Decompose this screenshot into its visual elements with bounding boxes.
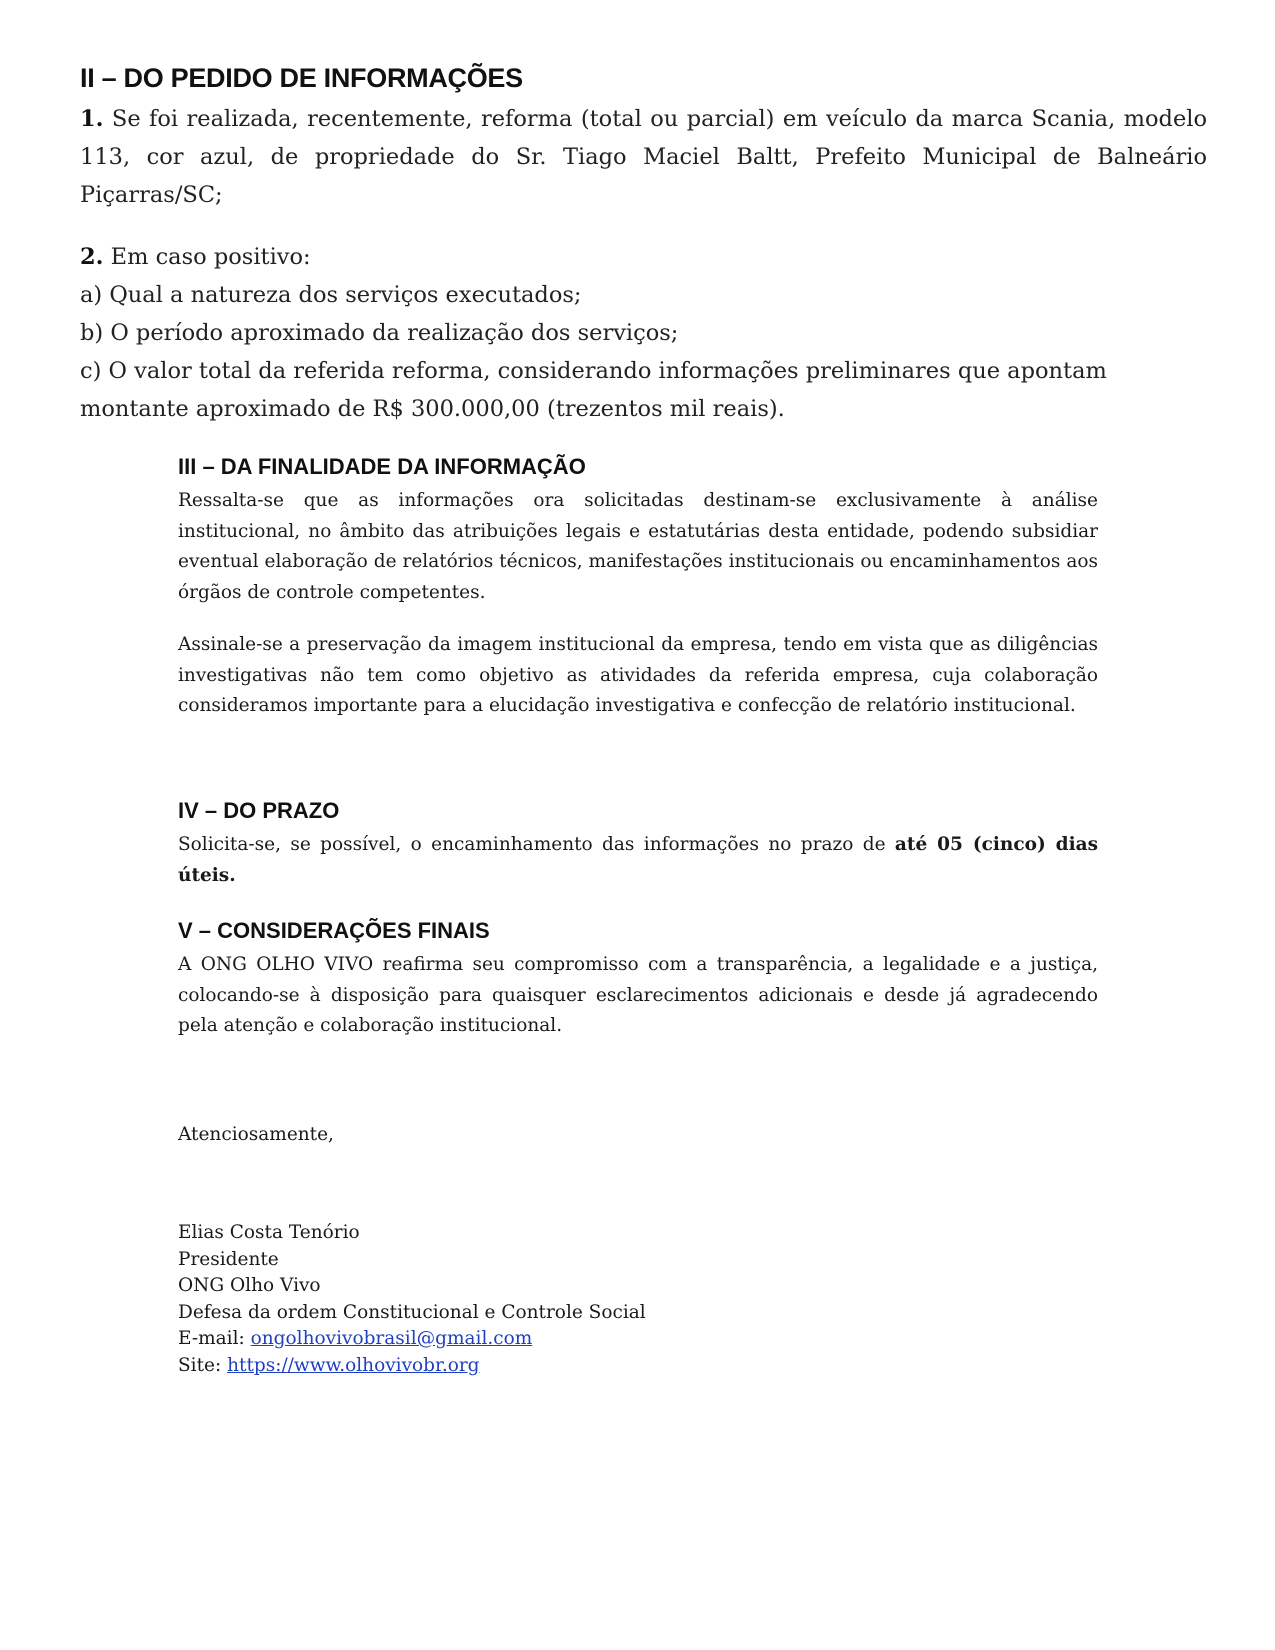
signer-name: Elias Costa Tenório bbox=[178, 1222, 360, 1243]
email-label: E-mail: bbox=[178, 1328, 251, 1349]
sub-item-c: c) O valor total da referida reforma, considerando informações preliminares que apontam montante aproximado de R$ 300.000,00 (trezentos mil reais). bbox=[80, 358, 1107, 422]
email-line bbox=[178, 1326, 1078, 1353]
section-iv-heading: IV – DO PRAZO bbox=[178, 798, 340, 823]
closing-text: Atenciosamente, bbox=[178, 1124, 334, 1145]
signer-role: Presidente bbox=[178, 1248, 279, 1270]
section-ii bbox=[80, 60, 1207, 428]
closing bbox=[178, 1122, 1078, 1149]
request-item-1 bbox=[80, 100, 1207, 214]
sub-item-a: a) Qual a natureza dos serviços executados; bbox=[80, 282, 582, 308]
section-ii-heading: II – DO PEDIDO DE INFORMAÇÕES bbox=[80, 63, 523, 93]
section-iv bbox=[178, 796, 1098, 891]
item-1-number: 1. bbox=[80, 106, 104, 132]
section-iii-heading: III – DA FINALIDADE DA INFORMAÇÃO bbox=[178, 454, 586, 479]
section-v-heading: V – CONSIDERAÇÕES FINAIS bbox=[178, 918, 490, 943]
item-2-number: 2. bbox=[80, 244, 104, 270]
signer-org: ONG Olho Vivo bbox=[178, 1275, 321, 1296]
section-v bbox=[178, 916, 1098, 1042]
site-label: Site: bbox=[178, 1354, 228, 1376]
section-iii bbox=[178, 452, 1098, 722]
sub-item-b: b) O período aproximado da realização dos serviços; bbox=[80, 320, 679, 346]
section-iii-paragraph-1: Ressalta-se que as informações ora solicitadas destinam-se exclusivamente à análise institucional, no âmbito das atribuições legais e estatutárias desta entidade, podendo subsidiar eventual elaboração de relatórios técnicos, manifestações institucionais ou encaminhamentos aos órgãos de controle competentes. bbox=[178, 490, 1098, 603]
section-iii-paragraph-2: Assinale-se a preservação da imagem institucional da empresa, tendo em vista que as diligências investigativas não tem como objetivo as atividades da referida empresa, cuja colaboração consideramos importante para a elucidação investigativa e confecção de relatório institucional. bbox=[178, 634, 1098, 716]
item-1-text: Se foi realizada, recentemente, reforma (total ou parcial) em veículo da marca Scania, modelo 113, cor azul, de propriedade do Sr. Tiago Maciel Baltt, Prefeito Municipal de Balneário Piçarras/SC; bbox=[80, 106, 1208, 208]
email-link[interactable]: ongolhovivobrasil@gmail.com bbox=[250, 1328, 533, 1349]
signature-block bbox=[178, 1220, 1078, 1379]
site-line bbox=[178, 1353, 1078, 1380]
site-link[interactable]: https://www.olhovivobr.org bbox=[227, 1354, 480, 1376]
deadline-bold: até 05 (cinco) dias úteis. bbox=[178, 834, 1098, 886]
signer-tagline: Defesa da ordem Constitucional e Controle Social bbox=[178, 1301, 646, 1323]
request-item-2 bbox=[80, 238, 1207, 276]
section-v-paragraph: A ONG OLHO VIVO reafirma seu compromisso com a transparência, a legalidade e a justiça, colocando-se à disposição para quaisquer esclarecimentos adicionais e desde já agradecendo pela atenção e colaboração institucional. bbox=[178, 954, 1098, 1036]
item-2-text: Em caso positivo: bbox=[110, 244, 311, 270]
deadline-text: Solicita-se, se possível, o encaminhamento das informações no prazo de bbox=[178, 834, 895, 855]
section-iv-paragraph bbox=[178, 830, 1098, 891]
